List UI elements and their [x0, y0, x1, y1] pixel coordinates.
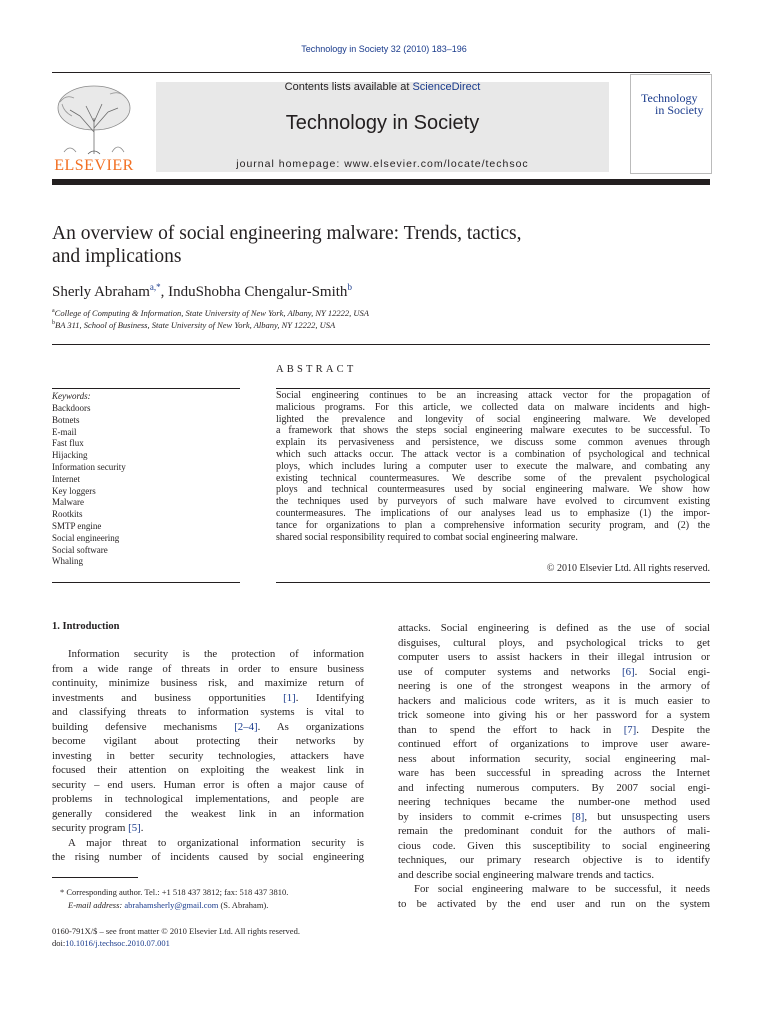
body-text: techniques, our primary research objective is to identify — [398, 854, 710, 866]
abstract-line: explain its pervasiveness and persistence, we discuss some common avenues through — [276, 437, 710, 449]
keyword-item: Internet — [52, 473, 80, 484]
affiliation-b — [52, 320, 335, 330]
abstract-line: the techniques used by purveyors of such malware have evolved to circumvent existing — [276, 496, 710, 508]
affiliation-mark: a — [52, 308, 55, 315]
keyword-item: E-mail — [52, 426, 77, 437]
keyword-item: Key loggers — [52, 485, 96, 496]
body-line — [398, 694, 710, 709]
abstract-top-rule — [276, 388, 710, 389]
body-text: problems in technological implementations, and people are — [52, 793, 364, 805]
doi-prefix: doi: — [52, 938, 66, 948]
citation-link[interactable]: [8] — [571, 810, 585, 823]
abstract-line: Social engineering continues to be an increasing attack vector for the propagation of — [276, 390, 710, 401]
body-line — [398, 679, 710, 694]
body-text: to be activated by the end user and run on the system — [398, 897, 710, 910]
body-line — [398, 897, 710, 912]
body-line — [398, 636, 710, 651]
keyword-item: Hijacking — [52, 450, 88, 461]
article-title-line1: An overview of social engineering malware: Trends, tactics, — [52, 223, 522, 244]
body-text: from a wide range of threats in order to ensure business — [52, 662, 364, 675]
body-column-right — [398, 621, 710, 911]
front-matter-note: 0160-791X/$ – see front matter © 2010 Elsevier Ltd. All rights reserved. — [52, 926, 300, 936]
body-line — [398, 708, 710, 723]
abstract-line: existing technical countermeasures. We describe some of the prevalent psychological — [276, 472, 710, 484]
body-line — [52, 821, 364, 836]
email-suffix: (S. Abraham). — [218, 900, 269, 910]
cover-title — [641, 92, 707, 116]
abstract-line: which such attacks occur. The attack vector is a combination of psychological and technical — [276, 448, 710, 460]
article-title — [52, 222, 692, 268]
body-line — [52, 850, 364, 865]
body-line — [398, 824, 710, 839]
body-text: investing in better security technologies, attackers have — [52, 749, 364, 762]
keyword-item: Botnets — [52, 414, 80, 425]
body-text: remain the predominant conduit for the authors of mali- — [398, 825, 710, 837]
affiliation-a — [52, 308, 369, 318]
body-text: ness about information security, social engineering mal- — [398, 752, 710, 765]
elsevier-wordmark: ELSEVIER — [54, 157, 134, 174]
body-line — [398, 752, 710, 767]
abstract-line: ploys and technical countermeasures used by social engineering malware. We show how — [276, 484, 710, 496]
abstract-line: ploys, which includes luring a computer user to execute the malware, and combating any — [276, 460, 710, 472]
abstract-line: countermeasures. The implications of our analyses lead us to emphasize (1) the impor- — [276, 507, 710, 519]
body-line — [52, 807, 364, 822]
journal-reference[interactable]: Technology in Society 32 (2010) 183–196 — [301, 44, 467, 54]
keywords-list — [52, 403, 126, 568]
body-text: disguises, cultural ploys, and psychological tricks to get — [398, 636, 710, 649]
abstract-heading: ABSTRACT — [276, 364, 357, 375]
body-text: investments and business opportunities — [52, 691, 284, 704]
body-text: . Social engi- — [634, 665, 710, 678]
journal-name: Technology in Society — [285, 112, 480, 134]
abstract-body — [276, 390, 710, 543]
body-text: . Despite the — [636, 723, 710, 736]
body-text: For social engineering malware to be successful, it needs — [414, 883, 710, 895]
keywords-bottom-rule — [52, 582, 240, 583]
citation-link[interactable]: [6] — [622, 665, 635, 678]
body-line — [52, 676, 364, 691]
abstract-line: malicious programs. For this article, we collected data on malware incidents and high- — [276, 401, 710, 413]
author-separator: , — [160, 284, 169, 300]
body-text: by insiders to commit e-crimes — [398, 810, 572, 823]
body-text: . Identifying — [295, 691, 364, 704]
keyword-item: SMTP engine — [52, 520, 102, 531]
body-column-left — [52, 647, 364, 865]
body-line — [398, 868, 710, 883]
body-line — [398, 781, 710, 796]
author-list — [52, 282, 712, 301]
body-line — [398, 737, 710, 752]
keyword-item: Malware — [52, 497, 84, 508]
affiliation-text: BA 311, School of Business, State University of New York, Albany, NY 12222, USA — [55, 320, 336, 330]
body-text: neering is one of the strongest weapons in the armory of — [398, 680, 710, 692]
body-text: building defensive mechanisms — [52, 720, 235, 733]
body-text: ware has been successful in spreading across the Internet — [398, 767, 710, 779]
section-rule — [52, 344, 710, 345]
body-line — [52, 705, 364, 720]
keyword-item: Information security — [52, 461, 126, 472]
body-text: . — [140, 822, 144, 834]
abstract-copyright: © 2010 Elsevier Ltd. All rights reserved. — [546, 563, 710, 574]
body-text: and describe social engineering malware trends and tactics. — [398, 868, 655, 881]
section-heading: 1. Introduction — [52, 621, 120, 632]
body-text: and classifying threats to information systems is vital to — [52, 706, 364, 718]
body-text: become vigilant about protecting their networks by — [52, 735, 364, 747]
body-line — [52, 662, 364, 677]
body-line — [52, 763, 364, 778]
body-line — [398, 766, 710, 781]
body-line — [398, 795, 710, 810]
header-thick-rule — [52, 179, 710, 185]
body-line — [52, 691, 364, 706]
affiliation-text: College of Computing & Information, State University of New York, Albany, NY 12222, USA — [54, 308, 369, 318]
body-text: cious code. Given this susceptibility to social engineering — [398, 839, 710, 852]
citation-link[interactable]: [7] — [623, 723, 637, 736]
body-line — [52, 749, 364, 764]
keywords-label: Keywords: — [52, 391, 91, 401]
keyword-item: Social engineering — [52, 532, 120, 543]
body-text: and infecting numerous computers. By 2007 social engi- — [398, 781, 710, 794]
body-text: neering techniques became the number-one method used — [398, 796, 710, 808]
body-text: security – end users. Human error is often a major cause of — [52, 778, 364, 791]
citation-link[interactable]: [2–4] — [234, 720, 258, 733]
body-line — [398, 621, 710, 636]
doi-link[interactable]: 10.1016/j.techsoc.2010.07.001 — [65, 938, 170, 948]
body-text: A major threat to organizational information security is — [68, 836, 364, 849]
email-note — [68, 900, 268, 910]
keywords-top-rule — [52, 388, 240, 389]
keyword-item: Social software — [52, 544, 108, 555]
email-link[interactable]: abrahamsherly@gmail.com — [124, 900, 219, 910]
keyword-item: Whaling — [52, 556, 83, 567]
abstract-line: a framework that shows the steps social engineering malware executes to be successful. To — [276, 425, 710, 437]
keyword-item: Fast flux — [52, 438, 84, 449]
body-line — [52, 836, 364, 851]
author-affiliation-mark[interactable]: a,* — [149, 282, 161, 292]
email-label: E-mail address: — [68, 900, 123, 910]
body-line — [52, 778, 364, 793]
affiliation-mark: b — [52, 320, 55, 327]
sciencedirect-link[interactable]: ScienceDirect — [412, 81, 481, 93]
body-line — [398, 839, 710, 854]
corresponding-author-note: * Corresponding author. Tel.: +1 518 437 3812; fax: 518 437 3810. — [60, 887, 289, 897]
author-name: InduShobha Chengalur-Smith — [168, 284, 348, 300]
body-text: than to spend the effort to hack in — [398, 723, 624, 736]
author-affiliation-mark[interactable]: b — [347, 282, 352, 292]
cover-title-line2: in Society — [655, 103, 704, 117]
body-text: continuity, minimize business risk, and maximize return of — [52, 677, 364, 689]
article-title-line2: and implications — [52, 246, 182, 267]
body-line — [398, 810, 710, 825]
cover-title-line1: Technology — [641, 91, 698, 105]
body-line — [52, 720, 364, 735]
body-text: trick someone into giving his or her password for a system — [398, 709, 710, 721]
contents-line — [156, 81, 609, 93]
citation-link[interactable]: [5] — [128, 822, 141, 834]
body-text: Information security is the protection of information — [68, 648, 364, 660]
body-text: hackers and malicious code writers, as it is much easier to — [398, 694, 710, 707]
body-text: the rising number of incidents caused by social engineering — [52, 851, 364, 863]
body-line — [398, 650, 710, 665]
body-line — [52, 647, 364, 662]
body-line — [398, 853, 710, 868]
doi-line — [52, 938, 170, 948]
body-text: computer users to assist hackers in their illegal intrusion or — [398, 651, 710, 663]
body-text: , but unsuspecting users — [584, 810, 710, 823]
body-text: attacks. Social engineering is defined as the use of social — [398, 622, 710, 634]
contents-prefix: Contents lists available at — [284, 81, 413, 93]
body-text: use of computer systems and networks — [398, 665, 623, 678]
journal-cover-thumbnail[interactable] — [630, 74, 712, 174]
author-name: Sherly Abraham — [52, 284, 150, 300]
body-text: . As organizations — [257, 720, 364, 733]
body-text: generally considered the weakest link in an information — [52, 807, 364, 820]
header-top-rule — [52, 72, 710, 73]
citation-link[interactable]: [1] — [283, 691, 296, 704]
body-text: security program — [52, 822, 129, 834]
body-line — [398, 882, 710, 897]
body-line — [398, 723, 710, 738]
keyword-item: Rootkits — [52, 509, 83, 520]
abstract-bottom-rule — [276, 582, 710, 583]
footnote-rule — [52, 877, 138, 878]
abstract-line: shared social responsibility required to combat social engineering malware. — [276, 531, 578, 543]
body-text: continued effort of organizations to improve user aware- — [398, 738, 710, 750]
abstract-line: lighted the prevalence and longevity of social engineering malware. We developed — [276, 413, 710, 425]
journal-homepage[interactable]: journal homepage: www.elsevier.com/locate/techsoc — [236, 158, 529, 170]
abstract-line: tance for organizations to plan a comprehensive information security program, and (2) the — [276, 519, 710, 531]
body-line — [52, 792, 364, 807]
body-line — [52, 734, 364, 749]
body-text: focused their attention on exploiting the weakest link in — [52, 764, 364, 776]
keyword-item: Backdoors — [52, 403, 91, 413]
body-line — [398, 665, 710, 680]
